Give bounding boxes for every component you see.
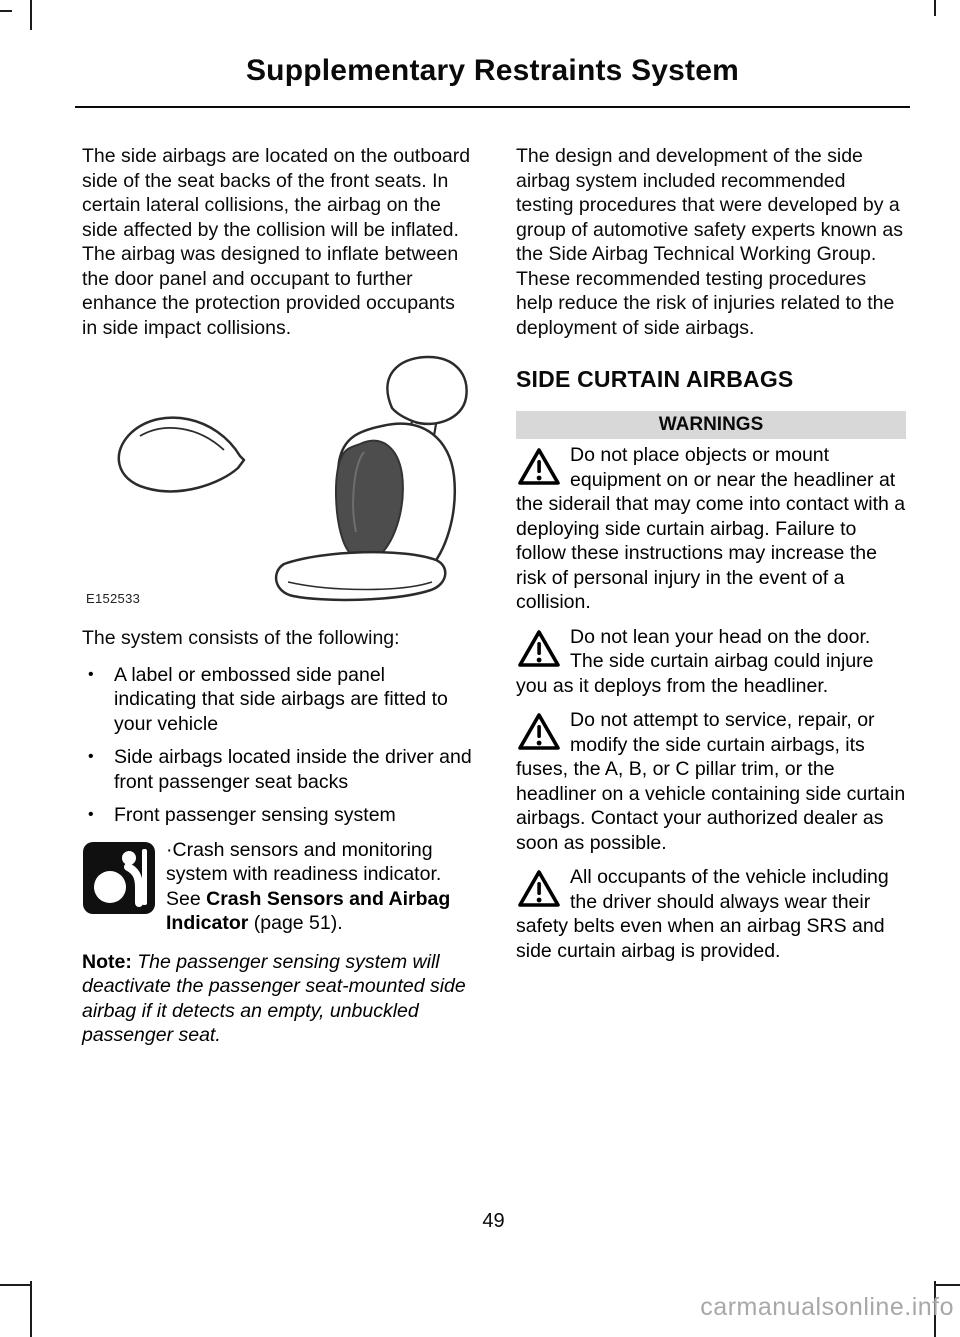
warnings-header: WARNINGS: [516, 411, 906, 439]
warning-text: Do not place objects or mount equipment on or near the headliner at the siderail that may come into contact with a deploying side curtain airbag. Failure to follow these instructions may increase the risk of personal injury in the event of a collision.: [516, 444, 906, 613]
crop-mark-bottom-right-horizontal: [934, 1284, 960, 1286]
crash-sensors-text: ·Crash sensors and monitoring system with readiness indicator. See: [166, 838, 442, 910]
right-column: [516, 144, 906, 1048]
warning-text: Do not lean your head on the door. The side curtain airbag could injure you as it deploys from the headliner.: [516, 625, 874, 697]
bullet-marker: •: [88, 665, 94, 683]
page-title: Supplementary Restraints System: [245, 54, 740, 87]
warning-item: [516, 865, 906, 963]
seat-airbag-figure: [82, 354, 472, 616]
system-consists-paragraph: The system consists of the following:: [82, 627, 400, 649]
page-number: 49: [482, 1210, 505, 1232]
list-item: [82, 663, 472, 737]
side-airbags-intro-paragraph: The side airbags are located on the outboard side of the seat backs of the front seats. In certain lateral collisions, the airbag on the side affected by the collision will be inflated. The airbag was designed to inflate between the door panel and occupant to further enhance the protection provided occupants in side impact collisions.: [82, 145, 471, 339]
list-item-text: Side airbags located inside the driver and front passenger seat backs: [114, 746, 472, 793]
crop-mark-top-left-horizontal: [0, 10, 12, 12]
seat-side-airbag-illustration: [82, 354, 472, 616]
warning-triangle-icon: [516, 868, 562, 910]
watermark: carmanualsonline.info: [700, 1293, 954, 1321]
figure-label: E152533: [86, 591, 141, 606]
warning-text: Do not attempt to service, repair, or modify the side curtain airbags, its fuses, the A, B, or C pillar trim, or the headliner on a vehicle containing side curtain airbags. Contact your authorized dealer as soon as possible.: [516, 709, 906, 854]
page-header: [0, 0, 960, 108]
left-column: [82, 144, 472, 1048]
list-item: [82, 745, 472, 794]
warning-triangle-icon: [516, 446, 562, 488]
crash-sensors-bold-reference: Crash Sensors and Airbag Indicator: [166, 887, 451, 934]
crop-mark-top-right-vertical: [934, 0, 936, 16]
crash-sensors-suffix: (page 51).: [248, 912, 343, 934]
warning-item: [516, 625, 906, 699]
list-item: [82, 803, 472, 828]
design-development-paragraph: The design and development of the side airbag system included recommended testing procedures that were developed by a group of automotive safety experts known as the Side Airbag Technical Working Group. These recommended testing procedures help reduce the risk of injuries related to the deployment of side airbags.: [516, 145, 903, 339]
warning-triangle-icon: [516, 711, 562, 753]
warning-item: [516, 708, 906, 855]
system-components-list: [82, 663, 472, 828]
note-text: The passenger sensing system will deactivate the passenger seat-mounted side airbag if it detects an empty, unbuckled passenger seat.: [82, 950, 466, 1046]
warning-text: All occupants of the vehicle including the driver should always wear their safety belts even when an airbag SRS and side curtain airbag is provided.: [516, 866, 889, 962]
crop-mark-bottom-left-vertical: [30, 1281, 32, 1337]
two-column-body: [0, 108, 960, 1048]
list-item-text: A label or embossed side panel indicating that side airbags are fitted to your vehicle: [114, 663, 448, 735]
warning-triangle-icon: [516, 628, 562, 670]
bullet-marker: •: [88, 806, 94, 823]
airbag-indicator-icon: [82, 841, 156, 915]
crop-mark-top-left-vertical: [30, 0, 32, 30]
side-curtain-airbags-heading: SIDE CURTAIN AIRBAGS: [516, 366, 794, 392]
warning-item: [516, 443, 906, 615]
bullet-marker: •: [88, 748, 94, 765]
passenger-sensing-note: [82, 950, 472, 1048]
crop-mark-bottom-left-horizontal: [0, 1284, 30, 1286]
list-item-text: Front passenger sensing system: [114, 804, 396, 826]
crash-sensors-item: [82, 838, 472, 936]
note-label: Note:: [82, 950, 132, 973]
